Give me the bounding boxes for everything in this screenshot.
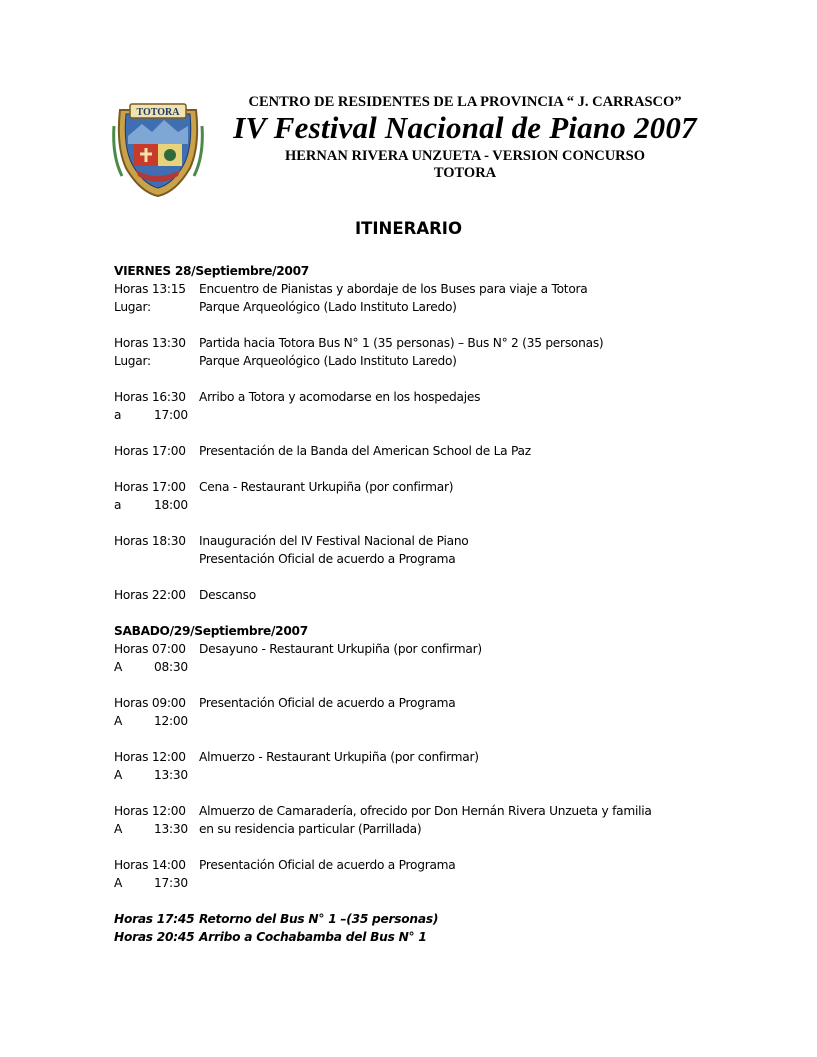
spacer xyxy=(114,424,734,442)
festival-location: TOTORA xyxy=(433,165,497,181)
place-label: Lugar: xyxy=(114,300,151,314)
itinerary-row xyxy=(114,910,734,928)
itinerary-row xyxy=(114,388,734,406)
entry-description: Almuerzo de Camaradería, ofrecido por Don Hernán Rivera Unzueta y familia xyxy=(199,804,652,818)
entry-description: Arribo a Cochabamba del Bus N° 1 xyxy=(199,930,427,944)
totora-coat-of-arms-logo xyxy=(112,96,204,198)
itinerary-entry xyxy=(114,694,734,730)
itinerary-entry xyxy=(114,388,734,424)
entry-description: Presentación de la Banda del American School de La Paz xyxy=(199,444,531,458)
end-time: 13:30 xyxy=(154,822,188,836)
entry-description: Presentación Oficial de acuerdo a Programa xyxy=(199,696,456,710)
day-heading: SABADO/29/Septiembre/2007 xyxy=(114,624,308,638)
range-prefix: a xyxy=(114,498,122,512)
itinerary-row xyxy=(114,298,734,316)
entry-description: Parque Arqueológico (Lado Instituto Laredo) xyxy=(199,354,457,368)
itinerary-row xyxy=(114,928,734,946)
range-prefix: A xyxy=(114,660,123,674)
day-heading: VIERNES 28/Septiembre/2007 xyxy=(114,264,309,278)
spacer xyxy=(114,370,734,388)
entry-description: Desayuno - Restaurant Urkupiña (por confirmar) xyxy=(199,642,482,656)
itinerary-entry xyxy=(114,532,734,568)
spacer xyxy=(114,568,734,586)
entry-description: Encuentro de Pianistas y abordaje de los Buses para viaje a Totora xyxy=(199,282,588,296)
time-label: Horas 16:30 xyxy=(114,390,186,404)
entry-description: Cena - Restaurant Urkupiña (por confirmar) xyxy=(199,480,454,494)
entry-description: Descanso xyxy=(199,588,256,602)
itinerary-entry xyxy=(114,334,734,370)
itinerary-row xyxy=(114,478,734,496)
itinerary-row xyxy=(114,640,734,658)
itinerary-row xyxy=(114,856,734,874)
festival-subtitle: HERNAN RIVERA UNZUETA - VERSION CONCURSO xyxy=(284,148,645,164)
time-label xyxy=(114,550,199,568)
itinerary-row xyxy=(114,352,734,370)
range-prefix: A xyxy=(114,768,123,782)
itinerary-entry xyxy=(114,910,734,946)
itinerary-row xyxy=(114,748,734,766)
itinerary-row xyxy=(114,658,734,676)
festival-title: IV Festival Nacional de Piano 2007 xyxy=(233,110,697,145)
organization-name: CENTRO DE RESIDENTES DE LA PROVINCIA “ J. CARRASCO” xyxy=(248,94,682,110)
spacer xyxy=(114,514,734,532)
document-title: ITINERARIO xyxy=(355,219,462,238)
itinerary-entry xyxy=(114,442,734,460)
itinerary-row xyxy=(114,334,734,352)
time-label: Horas 12:00 xyxy=(114,804,186,818)
itinerary-row xyxy=(114,550,734,568)
end-time: 12:00 xyxy=(154,714,188,728)
time-range-end xyxy=(114,820,199,838)
range-prefix: A xyxy=(114,822,123,836)
itinerary-row xyxy=(114,802,734,820)
entry-description: Inauguración del IV Festival Nacional de Piano xyxy=(199,534,469,548)
time-label: Horas 17:00 xyxy=(114,480,186,494)
time-label: Horas 14:00 xyxy=(114,858,186,872)
range-prefix: A xyxy=(114,876,123,890)
spacer xyxy=(114,892,734,910)
itinerary-entry xyxy=(114,586,734,604)
end-time: 13:30 xyxy=(154,768,188,782)
itinerary-row xyxy=(114,532,734,550)
entry-description: Presentación Oficial de acuerdo a Programa xyxy=(199,552,456,566)
spacer xyxy=(114,316,734,334)
time-label: Horas 13:15 xyxy=(114,282,186,296)
entry-description: Partida hacia Totora Bus N° 1 (35 personas) – Bus N° 2 (35 personas) xyxy=(199,336,604,350)
itinerary-row xyxy=(114,694,734,712)
spacer xyxy=(114,676,734,694)
spacer xyxy=(114,784,734,802)
entry-description: en su residencia particular (Parrillada) xyxy=(199,822,422,836)
time-label: Horas 20:45 xyxy=(114,930,195,944)
itinerary-row xyxy=(114,496,734,514)
itinerary-row xyxy=(114,712,734,730)
svg-text:TOTORA: TOTORA xyxy=(136,107,180,118)
itinerary-entry xyxy=(114,640,734,676)
time-label: Horas 13:30 xyxy=(114,336,186,350)
end-time: 17:30 xyxy=(154,876,188,890)
entry-description: Presentación Oficial de acuerdo a Programa xyxy=(199,858,456,872)
spacer xyxy=(114,838,734,856)
itinerary-row xyxy=(114,442,734,460)
itinerary-row xyxy=(114,766,734,784)
itinerary-entry xyxy=(114,802,734,838)
time-range-end xyxy=(114,496,199,514)
entry-description: Retorno del Bus N° 1 –(35 personas) xyxy=(199,912,439,926)
time-range-end xyxy=(114,658,199,676)
time-range-end xyxy=(114,766,199,784)
time-label: Horas 18:30 xyxy=(114,534,186,548)
time-label: Horas 12:00 xyxy=(114,750,186,764)
time-label: Horas 09:00 xyxy=(114,696,186,710)
spacer xyxy=(114,604,734,622)
itinerary-schedule xyxy=(114,262,734,946)
itinerary-entry xyxy=(114,478,734,514)
itinerary-row xyxy=(114,586,734,604)
entry-description: Parque Arqueológico (Lado Instituto Laredo) xyxy=(199,300,457,314)
time-range-end xyxy=(114,874,199,892)
time-range-end xyxy=(114,406,199,424)
time-label: Horas 22:00 xyxy=(114,588,186,602)
end-time: 18:00 xyxy=(154,498,188,512)
time-label: Horas 17:00 xyxy=(114,444,186,458)
end-time: 08:30 xyxy=(154,660,188,674)
itinerary-entry xyxy=(114,280,734,316)
entry-description: Arribo a Totora y acomodarse en los hospedajes xyxy=(199,390,481,404)
itinerary-row xyxy=(114,280,734,298)
range-prefix: a xyxy=(114,408,122,422)
entry-description: Almuerzo - Restaurant Urkupiña (por confirmar) xyxy=(199,750,479,764)
end-time: 17:00 xyxy=(154,408,188,422)
itinerary-entry xyxy=(114,856,734,892)
place-label: Lugar: xyxy=(114,354,151,368)
itinerary-entry xyxy=(114,748,734,784)
itinerary-row xyxy=(114,820,734,838)
range-prefix: A xyxy=(114,714,123,728)
itinerary-row xyxy=(114,406,734,424)
spacer xyxy=(114,730,734,748)
time-label: Horas 17:45 xyxy=(114,912,195,926)
time-range-end xyxy=(114,712,199,730)
itinerary-row xyxy=(114,874,734,892)
time-label: Horas 07:00 xyxy=(114,642,186,656)
spacer xyxy=(114,460,734,478)
